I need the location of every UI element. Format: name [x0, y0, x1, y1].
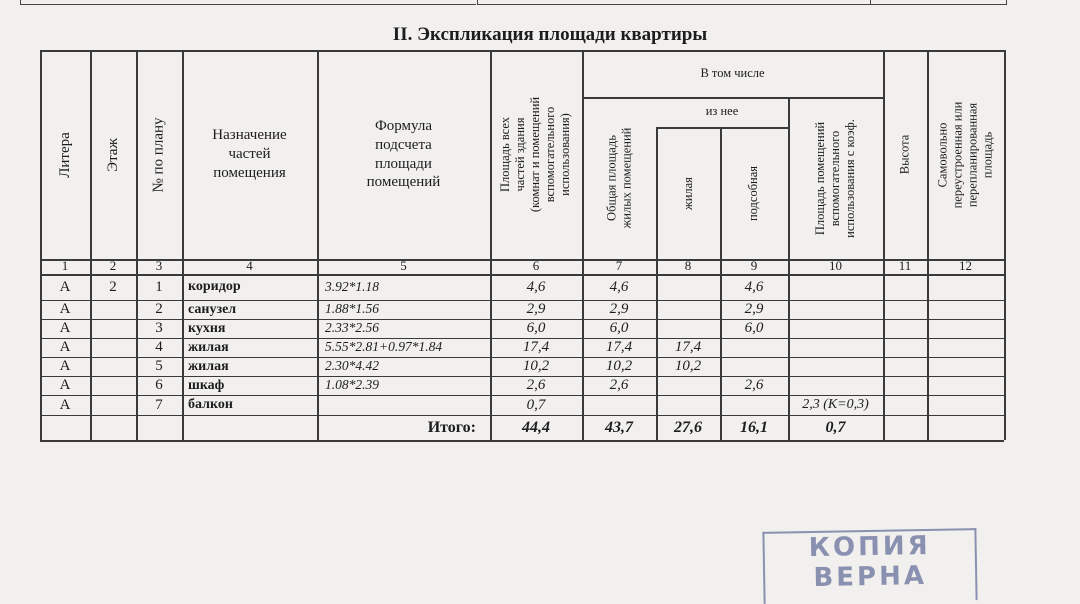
header-group-including: В том числе — [700, 65, 765, 80]
row-auxiliary: 4,6 — [744, 278, 764, 295]
row-living — [656, 395, 720, 415]
row-area: 10,2 — [522, 358, 550, 375]
header-subgroup-of-which: из нее — [705, 104, 739, 119]
header-auxiliary: подсобная — [746, 165, 761, 221]
column-number: 5 — [400, 258, 407, 274]
copy-verified-stamp — [762, 528, 977, 604]
row-room-name: шкаф — [188, 377, 225, 393]
column-rule — [1004, 50, 1006, 440]
row-area: 4,6 — [526, 278, 546, 295]
column-number: 9 — [750, 258, 758, 274]
row-formula: 1.88*1.56 — [325, 301, 379, 317]
total-living: 27,6 — [674, 418, 702, 436]
row-floor — [90, 376, 136, 395]
row-aux-coef — [788, 300, 883, 319]
total-aux-coef: 0,7 — [825, 418, 846, 436]
column-number: 8 — [684, 258, 692, 274]
header-floor: Этаж — [104, 137, 121, 172]
column-number: 3 — [155, 258, 163, 274]
stamp-line-1: КОПИЯ — [808, 530, 931, 564]
row-formula: 2.30*4.42 — [325, 358, 379, 374]
column-number: 6 — [532, 258, 540, 274]
total-label: Итого: — [427, 418, 476, 436]
row-litera: А — [59, 278, 71, 295]
row-litera: А — [59, 396, 71, 413]
total-area: 44,4 — [522, 418, 550, 436]
header-room-purpose: Назначение частей помещения — [212, 127, 287, 181]
row-total-living: 10,2 — [605, 358, 633, 375]
row-room-name: кухня — [188, 320, 226, 336]
row-floor — [90, 395, 136, 415]
row-aux-coef — [788, 357, 883, 376]
row-plan-number: 3 — [155, 320, 163, 337]
row-total-living: 2,9 — [609, 301, 629, 318]
row-living — [656, 274, 720, 300]
row-formula: 5.55*2.81+0.97*1.84 — [325, 339, 443, 355]
row-area: 6,0 — [526, 320, 546, 337]
row-living: 10,2 — [674, 358, 702, 375]
row-auxiliary — [720, 357, 788, 376]
row-area: 0,7 — [526, 396, 546, 413]
row-litera: А — [59, 320, 71, 337]
row-auxiliary — [720, 395, 788, 415]
row-litera: А — [59, 339, 71, 356]
row-auxiliary: 2,9 — [744, 301, 764, 318]
row-total-living: 17,4 — [605, 339, 633, 356]
header-formula: Формула подсчета площади помещений — [366, 118, 441, 191]
row-room-name: жилая — [188, 339, 229, 355]
row-plan-number: 7 — [155, 396, 163, 413]
column-number: 1 — [61, 258, 69, 274]
header-living: жилая — [680, 176, 695, 210]
table-bottom-rule — [40, 440, 1004, 442]
row-formula: 1.08*2.39 — [325, 377, 379, 393]
row-litera: А — [59, 358, 71, 375]
row-living — [656, 300, 720, 319]
column-number: 2 — [109, 258, 117, 274]
page-title: II. Экспликация площади квартиры — [392, 24, 708, 45]
header-height: Высота — [897, 134, 912, 175]
row-floor — [90, 357, 136, 376]
header-plan-number: № по плану — [151, 116, 168, 193]
row-floor — [90, 338, 136, 357]
row-area: 2,9 — [526, 301, 546, 318]
header-litera: Литера — [56, 131, 73, 178]
row-room-name: коридор — [188, 279, 241, 295]
row-aux-coef — [788, 376, 883, 395]
row-aux-coef: 2,3 (К=0,3) — [802, 397, 869, 413]
row-area: 17,4 — [522, 339, 550, 356]
row-formula — [325, 395, 490, 415]
header-unauthorized-area: Самовольно переустроенная или перепланированная площадь — [935, 101, 995, 208]
row-plan-number: 1 — [155, 278, 163, 295]
row-plan-number: 5 — [155, 358, 163, 375]
total-living-area: 43,7 — [605, 418, 633, 436]
header-total-area: Площадь всех частей здания (комнат и помещений вспомогательного использования) — [498, 96, 573, 213]
column-number: 11 — [898, 258, 912, 274]
row-room-name: санузел — [188, 301, 237, 317]
row-auxiliary: 2,6 — [744, 377, 764, 394]
row-aux-coef — [788, 338, 883, 357]
row-auxiliary: 6,0 — [744, 320, 764, 337]
total-auxiliary: 16,1 — [740, 418, 768, 436]
row-floor — [90, 300, 136, 319]
row-auxiliary — [720, 338, 788, 357]
row-plan-number: 6 — [155, 377, 163, 394]
row-formula: 2.33*2.56 — [325, 320, 379, 336]
row-plan-number: 4 — [155, 339, 163, 356]
row-aux-coef — [788, 274, 883, 300]
row-plan-number: 2 — [155, 301, 163, 318]
row-total-living: 2,6 — [609, 377, 629, 394]
column-number: 4 — [246, 258, 253, 274]
row-living — [656, 376, 720, 395]
row-litera: А — [59, 301, 71, 318]
column-number: 7 — [615, 258, 623, 274]
row-formula: 3.92*1.18 — [325, 278, 379, 294]
row-aux-coef — [788, 319, 883, 338]
column-number: 12 — [959, 258, 972, 274]
row-total-living — [582, 395, 656, 415]
column-number: 10 — [829, 258, 842, 274]
row-floor — [90, 319, 136, 338]
header-total-living-area: Общая площадь жилых помещений — [604, 127, 633, 229]
row-living: 17,4 — [674, 339, 702, 356]
stamp-line-2: ВЕРНА — [813, 561, 928, 593]
row-room-name: жилая — [188, 358, 229, 374]
row-litera: А — [59, 377, 71, 394]
header-aux-coef-area: Площадь помещений вспомогательного использования с коэф. — [813, 118, 858, 238]
row-room-name: балкон — [188, 397, 233, 413]
row-living — [656, 319, 720, 338]
row-total-living: 6,0 — [609, 320, 629, 337]
row-area: 2,6 — [526, 377, 546, 394]
row-floor: 2 — [109, 278, 117, 295]
row-total-living: 4,6 — [609, 278, 629, 295]
